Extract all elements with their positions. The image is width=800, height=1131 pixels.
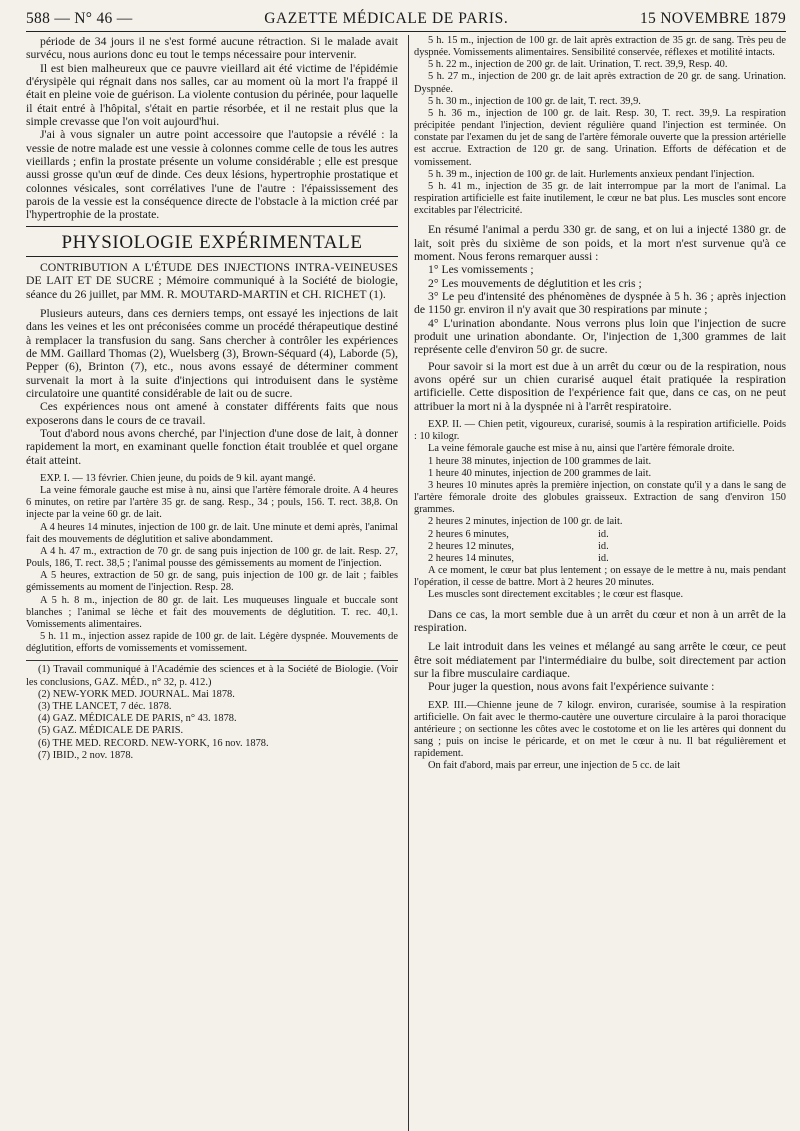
journal-title: GAZETTE MÉDICALE DE PARIS. (264, 10, 509, 27)
paragraph: A 5 h. 8 m., injection de 80 gr. de lait. Les muqueuses linguale et buccale sont blanches ; l'animal se lèche et fait des mouvements de déglutition. T. rec. 40,1. Vomissements alimentaires. (26, 594, 398, 630)
page-number: 588 — N° 46 — (26, 10, 133, 27)
timed-row: 2 heures 14 minutes, id. (428, 552, 609, 564)
timed-row: 2 heures 6 minutes, id. (428, 528, 609, 540)
paragraph: 5 h. 11 m., injection assez rapide de 100 gr. de lait. Légère dyspnée. Mouvements de déglutition, efforts de vomissements et vomissement. (26, 631, 398, 655)
list-item: 1° Les vomissements ; (428, 263, 534, 277)
paragraph: période de 34 jours il ne s'est formé aucune rétraction. Si le malade avait survécu, nous aurions donc eu tout le temps nécessaire pour intervenir. (26, 35, 398, 62)
footnote: (4) GAZ. MÉDICALE DE PARIS, n° 43. 1878. (38, 713, 237, 725)
paragraph: 5 h. 39 m., injection de 100 gr. de lait. Hurlements anxieux pendant l'injection. (428, 168, 755, 180)
paragraph: Pour savoir si la mort est due à un arrêt du cœur ou de la respiration, nous avons opéré sur un chien curarisé auquel était pratiquée la respiration artificielle. Cette disposition de l'expérience fait que, dans ce cas, on ne peut attribuer la mort ni à la dyspnée ni à l'arrêt respiratoire. (414, 359, 786, 413)
list-item: 4° L'urination abondante. Nous verrons plus loin que l'injection de sucre produit une urination abondante. Or, l'injection de 1,300 grammes de lait représente celle d'environ 50 gr. de sucre. (414, 316, 786, 357)
paragraph: 2 heures 2 minutes, injection de 100 gr. de lait. (428, 516, 623, 528)
section-divider (26, 226, 398, 227)
paragraph: La veine fémorale gauche est mise à nu, ainsi que l'artère fémorale droite. A 4 heures 6 minutes, on retire par l'artère 35 gr. de sang. Resp., 34 ; pouls, 156. T. rect. 38,8. On injecte par la veine 60 gr. de lait. (26, 485, 398, 521)
footnote: (2) NEW-YORK MED. JOURNAL. Mai 1878. (38, 688, 235, 700)
paragraph: On fait d'abord, mais par erreur, une injection de 5 cc. de lait (428, 760, 681, 772)
paragraph: A ce moment, le cœur bat plus lentement ; on essaye de le mettre à nu, mais pendant l'opération, il cesse de battre. Mort à 2 heures 20 minutes. (414, 565, 786, 589)
footnote: (7) IBID., 2 nov. 1878. (38, 749, 134, 761)
list-item: 2° Les mouvements de déglutition et les cris ; (428, 276, 642, 290)
paragraph: 5 h. 36 m., injection de 100 gr. de lait. Resp. 30, T. rect. 39,9. La respiration précipitée pendant l'injection, devient régulière quand l'injection est terminée. On constate par l'examen du jet de sang de l'artère fémorale ouverte que la pression artérielle est accrue. Extraction de 120 gr. de sang. Urination. Efforts de défécation et de vomissement. (414, 107, 786, 168)
section-divider (26, 256, 398, 257)
paragraph: Pour juger la question, nous avons fait l'expérience suivante : (428, 680, 715, 694)
paragraph: Ces expériences nous ont amené à constater différents faits que nous exposerons dans le cours de ce travail. (26, 400, 398, 427)
paragraph: A 4 heures 14 minutes, injection de 100 gr. de lait. Une minute et demi après, l'animal fait des mouvements de déglutition et salive abondamment. (26, 521, 398, 545)
paragraph: 1 heure 38 minutes, injection de 100 grammes de lait. (428, 455, 652, 467)
paragraph: Plusieurs auteurs, dans ces derniers temps, ont essayé les injections de lait dans les veines et les ont préconisées comme un procédé thérapeutique destiné à remplacer la transfusion du sang. Sans chercher à contrôler les expériences de MM. Gaillard Thomas (2), Wuelsberg (3), Brown-Séquard (4), Laborde (5), Pepper (6), Brinton (7), etc., nous avons essayé de déterminer comment survenait la mort à la suite d'injections qui introduisent dans le système circulatoire une quantité considérable de lait ou de sucre. (26, 306, 398, 400)
paragraph: Dans ce cas, la mort semble due à un arrêt du cœur et non à un arrêt de la respiration. (414, 607, 786, 634)
columns (26, 35, 786, 773)
footnote: (3) THE LANCET, 7 déc. 1878. (38, 700, 172, 712)
issue-date: 15 NOVEMBRE 1879 (639, 10, 786, 27)
paragraph: Les muscles sont directement excitables ; le cœur est flasque. (428, 589, 684, 601)
article-title: CONTRIBUTION A L'ÉTUDE DES INJECTIONS INTRA-VEINEUSES DE LAIT ET DE SUCRE ; Mémoire communiqué à la Société de biologie, séance du 26 juillet, par MM. R. MOUTARD-MARTIN et CH. RICHET (1). (26, 260, 398, 301)
paragraph: La veine fémorale gauche est mise à nu, ainsi que l'artère fémorale droite. (428, 443, 735, 455)
paragraph: 5 h. 15 m., injection de 100 gr. de lait après extraction de 35 gr. de sang. Très peu de dyspnée. Vomissements alimentaires. Sensibilité conservée, réflexes et motilité intacts. (414, 35, 786, 59)
paragraph: A 5 heures, extraction de 50 gr. de sang, puis injection de 100 gr. de lait ; faibles gémissements au moment de l'injection. Resp. 28. (26, 570, 398, 594)
column-rule (408, 35, 409, 1131)
list-item: 3° Le peu d'intensité des phénomènes de dyspnée à 5 h. 36 ; après injection de 1150 gr. environ il n'y avait que 30 respirations par minute ; (414, 290, 786, 317)
paragraph: Il est bien malheureux que ce pauvre vieillard ait été victime de l'épidémie d'érysipèle qui régnait dans nos salles, car au moment où la mort l'a frappé il était en pleine voie de guérison. La violente contusion du périnée, pour laquelle il était entré à l'hôpital, s'était en partie résorbée, et il ne restait plus que la simple crevasse que l'on voit aujourd'hui. (26, 61, 398, 129)
paragraph: 5 h. 30 m., injection de 100 gr. de lait, T. rect. 39,9. (428, 95, 641, 107)
paragraph: 5 h. 27 m., injection de 200 gr. de lait après extraction de 20 gr. de sang. Urination. Dyspnée. (414, 71, 786, 95)
paragraph: A 4 h. 47 m., extraction de 70 gr. de sang puis injection de 100 gr. de lait. Resp. 27, Pouls, 186, T. rect. 38,5 ; l'animal pousse des gémissements au moment de l'injection. (26, 545, 398, 570)
left-column (26, 35, 406, 773)
timed-row: 2 heures 12 minutes, id. (428, 540, 609, 552)
paragraph: Le lait introduit dans les veines et mélangé au sang arrête le cœur, ce peut être soit médiatement par l'intermédiaire du bulbe, soit directement par action sur la fibre musculaire cardiaque. (414, 640, 786, 680)
footnotes (26, 660, 398, 762)
running-header (26, 6, 786, 32)
paragraph: 3 heures 10 minutes après la première injection, on constate qu'il y a dans le sang de l'artère fémorale droite des globules graisseux. Extraction de sang d'environ 150 grammes. (414, 479, 786, 516)
paragraph: EXP. III.—Chienne jeune de 7 kilogr. environ, curarisée, soumise à la respiration artificielle. On fait avec le thermo-cautère une ouverture circulaire à la paroi thoracique antérieure ; on sectionne les côtes avec le costotome et on lie les artères qui donnent du sang ; puis on incise le péricarde, et on met le cœur à nu. Il bat régulièrement et rapidement. (414, 699, 786, 760)
footnote: (6) THE MED. RECORD. NEW-YORK, 16 nov. 1878. (38, 737, 269, 749)
footnote: (5) GAZ. MÉDICALE DE PARIS. (38, 725, 184, 737)
paragraph: 5 h. 41 m., injection de 35 gr. de lait interrompue par la mort de l'animal. La respiration artificielle est faite inutilement, le cœur ne bat plus. Les muscles sont encore excitables par l'électricité. (414, 180, 786, 217)
right-column (406, 35, 786, 773)
paragraph: Tout d'abord nous avons cherché, par l'injection d'une dose de lait, à donner rapidement la mort, en examinant quelle fonction était troublée et quel organe était atteint. (26, 426, 398, 467)
section-title: PHYSIOLOGIE EXPÉRIMENTALE (61, 231, 363, 253)
paragraph: 1 heure 40 minutes, injection de 200 grammes de lait. (428, 467, 652, 479)
paragraph: EXP. II. — Chien petit, vigoureux, curarisé, soumis à la respiration artificielle. Poids : 10 kilogr. (414, 419, 786, 443)
footnote: (1) Travail communiqué à l'Académie des sciences et à la Société de Biologie. (Voir les conclusions, GAZ. MÉD., n° 32, p. 412.) (26, 664, 398, 688)
paragraph: 5 h. 22 m., injection de 200 gr. de lait. Urination, T. rect. 39,9, Resp. 40. (428, 59, 728, 71)
paragraph: EXP. I. — 13 février. Chien jeune, du poids de 9 kil. ayant mangé. (40, 472, 316, 484)
paragraph: En résumé l'animal a perdu 330 gr. de sang, et on lui a injecté 1380 gr. de lait, soit près du sixième de son poids, et la mort n'est survenue qu'à ce moment. Nous ferons remarquer aussi : (414, 223, 786, 264)
paragraph: J'ai à vous signaler un autre point accessoire que l'autopsie a révélé : la vessie de notre malade est une vessie à colonnes comme celle de tous les autres vieillards ; enfin la prostate présente un volume considérable ; elle est presque aussi grosse qu'un œuf de dinde. Ces deux lésions, hypertrophie prostatique et colonnes vésicales, sont corrélatives l'une de l'autre : l'épaississement des parois de la vessie est la conséquence directe de l'obstacle à la miction créé par l'hypertrophie de la prostate. (26, 128, 398, 222)
